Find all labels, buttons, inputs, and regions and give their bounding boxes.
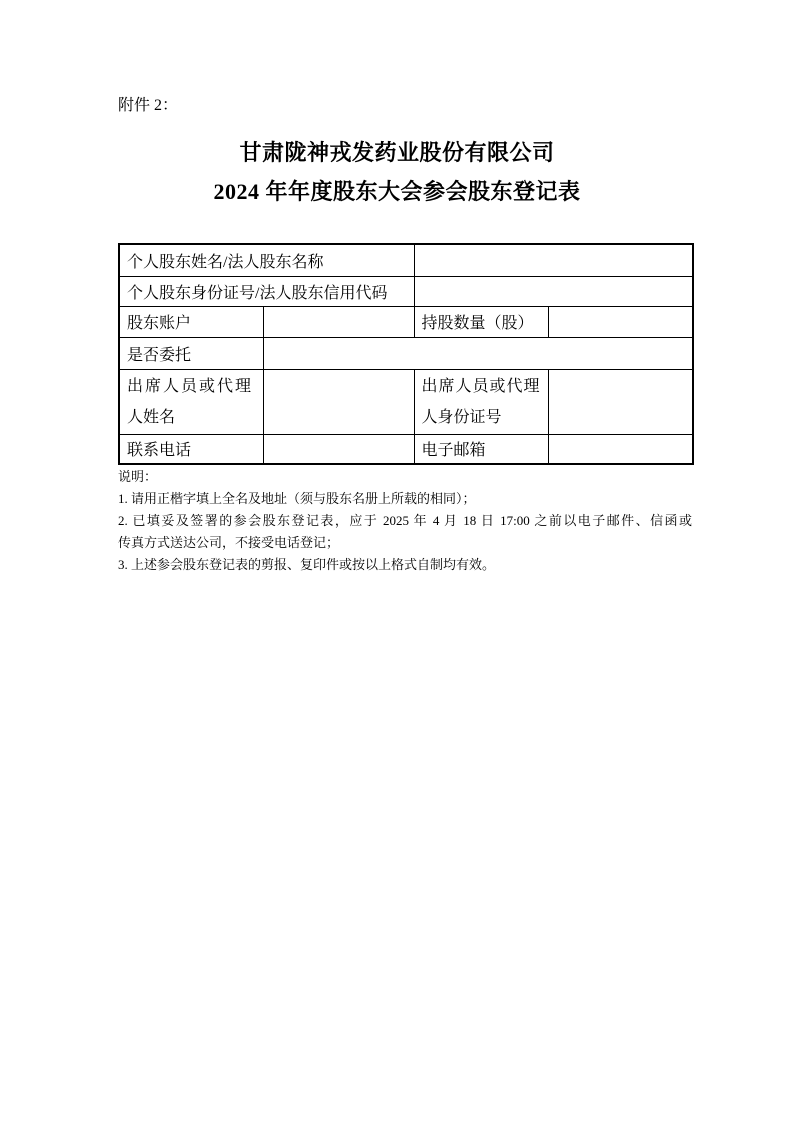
attendee-id-label-line1: 出席人员或代理	[421, 377, 541, 395]
email-label: 电子邮箱	[414, 434, 548, 464]
shares-held-field[interactable]	[548, 306, 693, 337]
contact-phone-field[interactable]	[263, 434, 414, 464]
note-item-2-line1: 2. 已填妥及签署的参会股东登记表，应于 2025 年 4 月 18 日 17:00 之前以电子邮件、信函或	[118, 513, 692, 528]
registration-table	[118, 243, 694, 465]
proxy-status-label: 是否委托	[119, 337, 263, 369]
proxy-status-field[interactable]	[263, 337, 693, 369]
table-row-attendee	[119, 369, 693, 434]
attendee-name-label-line1: 出席人员或代理	[127, 377, 254, 395]
attendee-name-field[interactable]	[263, 369, 414, 434]
table-row-proxy-status	[119, 337, 693, 369]
shareholder-name-label: 个人股东姓名/法人股东名称	[119, 244, 414, 276]
shareholder-name-field[interactable]	[414, 244, 693, 276]
attachment-label: 附件 2：	[118, 97, 179, 114]
note-item-1: 1. 请用正楷字填上全名及地址（须与股东名册上所载的相同）；	[118, 491, 476, 506]
table-row-contact	[119, 434, 693, 464]
company-name-title: 甘肃陇神戎发药业股份有限公司	[239, 140, 555, 165]
shareholder-account-field[interactable]	[263, 306, 414, 337]
notes-heading: 说明：	[118, 469, 158, 484]
shares-held-label: 持股数量（股）	[414, 306, 548, 337]
shareholder-account-label: 股东账户	[119, 306, 263, 337]
contact-phone-label: 联系电话	[119, 434, 263, 464]
shareholder-id-field[interactable]	[414, 276, 693, 306]
note-item-3: 3. 上述参会股东登记表的剪报、复印件或按以上格式自制均有效。	[118, 557, 496, 572]
attendee-name-label-line2: 人姓名	[127, 408, 176, 426]
email-field[interactable]	[548, 434, 693, 464]
attendee-id-label-line2: 人身份证号	[421, 408, 502, 426]
form-title: 2024 年年度股东大会参会股东登记表	[213, 179, 581, 204]
table-row-shareholder-name	[119, 244, 693, 276]
table-row-shareholder-id	[119, 276, 693, 306]
attendee-name-label	[119, 369, 263, 434]
shareholder-id-label: 个人股东身份证号/法人股东信用代码	[119, 276, 414, 306]
attendee-id-label	[414, 369, 548, 434]
table-row-account-shares	[119, 306, 693, 337]
notes-section	[118, 466, 692, 576]
note-item-2-line2: 传真方式送达公司，不接受电话登记；	[118, 535, 340, 550]
attendee-id-field[interactable]	[548, 369, 693, 434]
